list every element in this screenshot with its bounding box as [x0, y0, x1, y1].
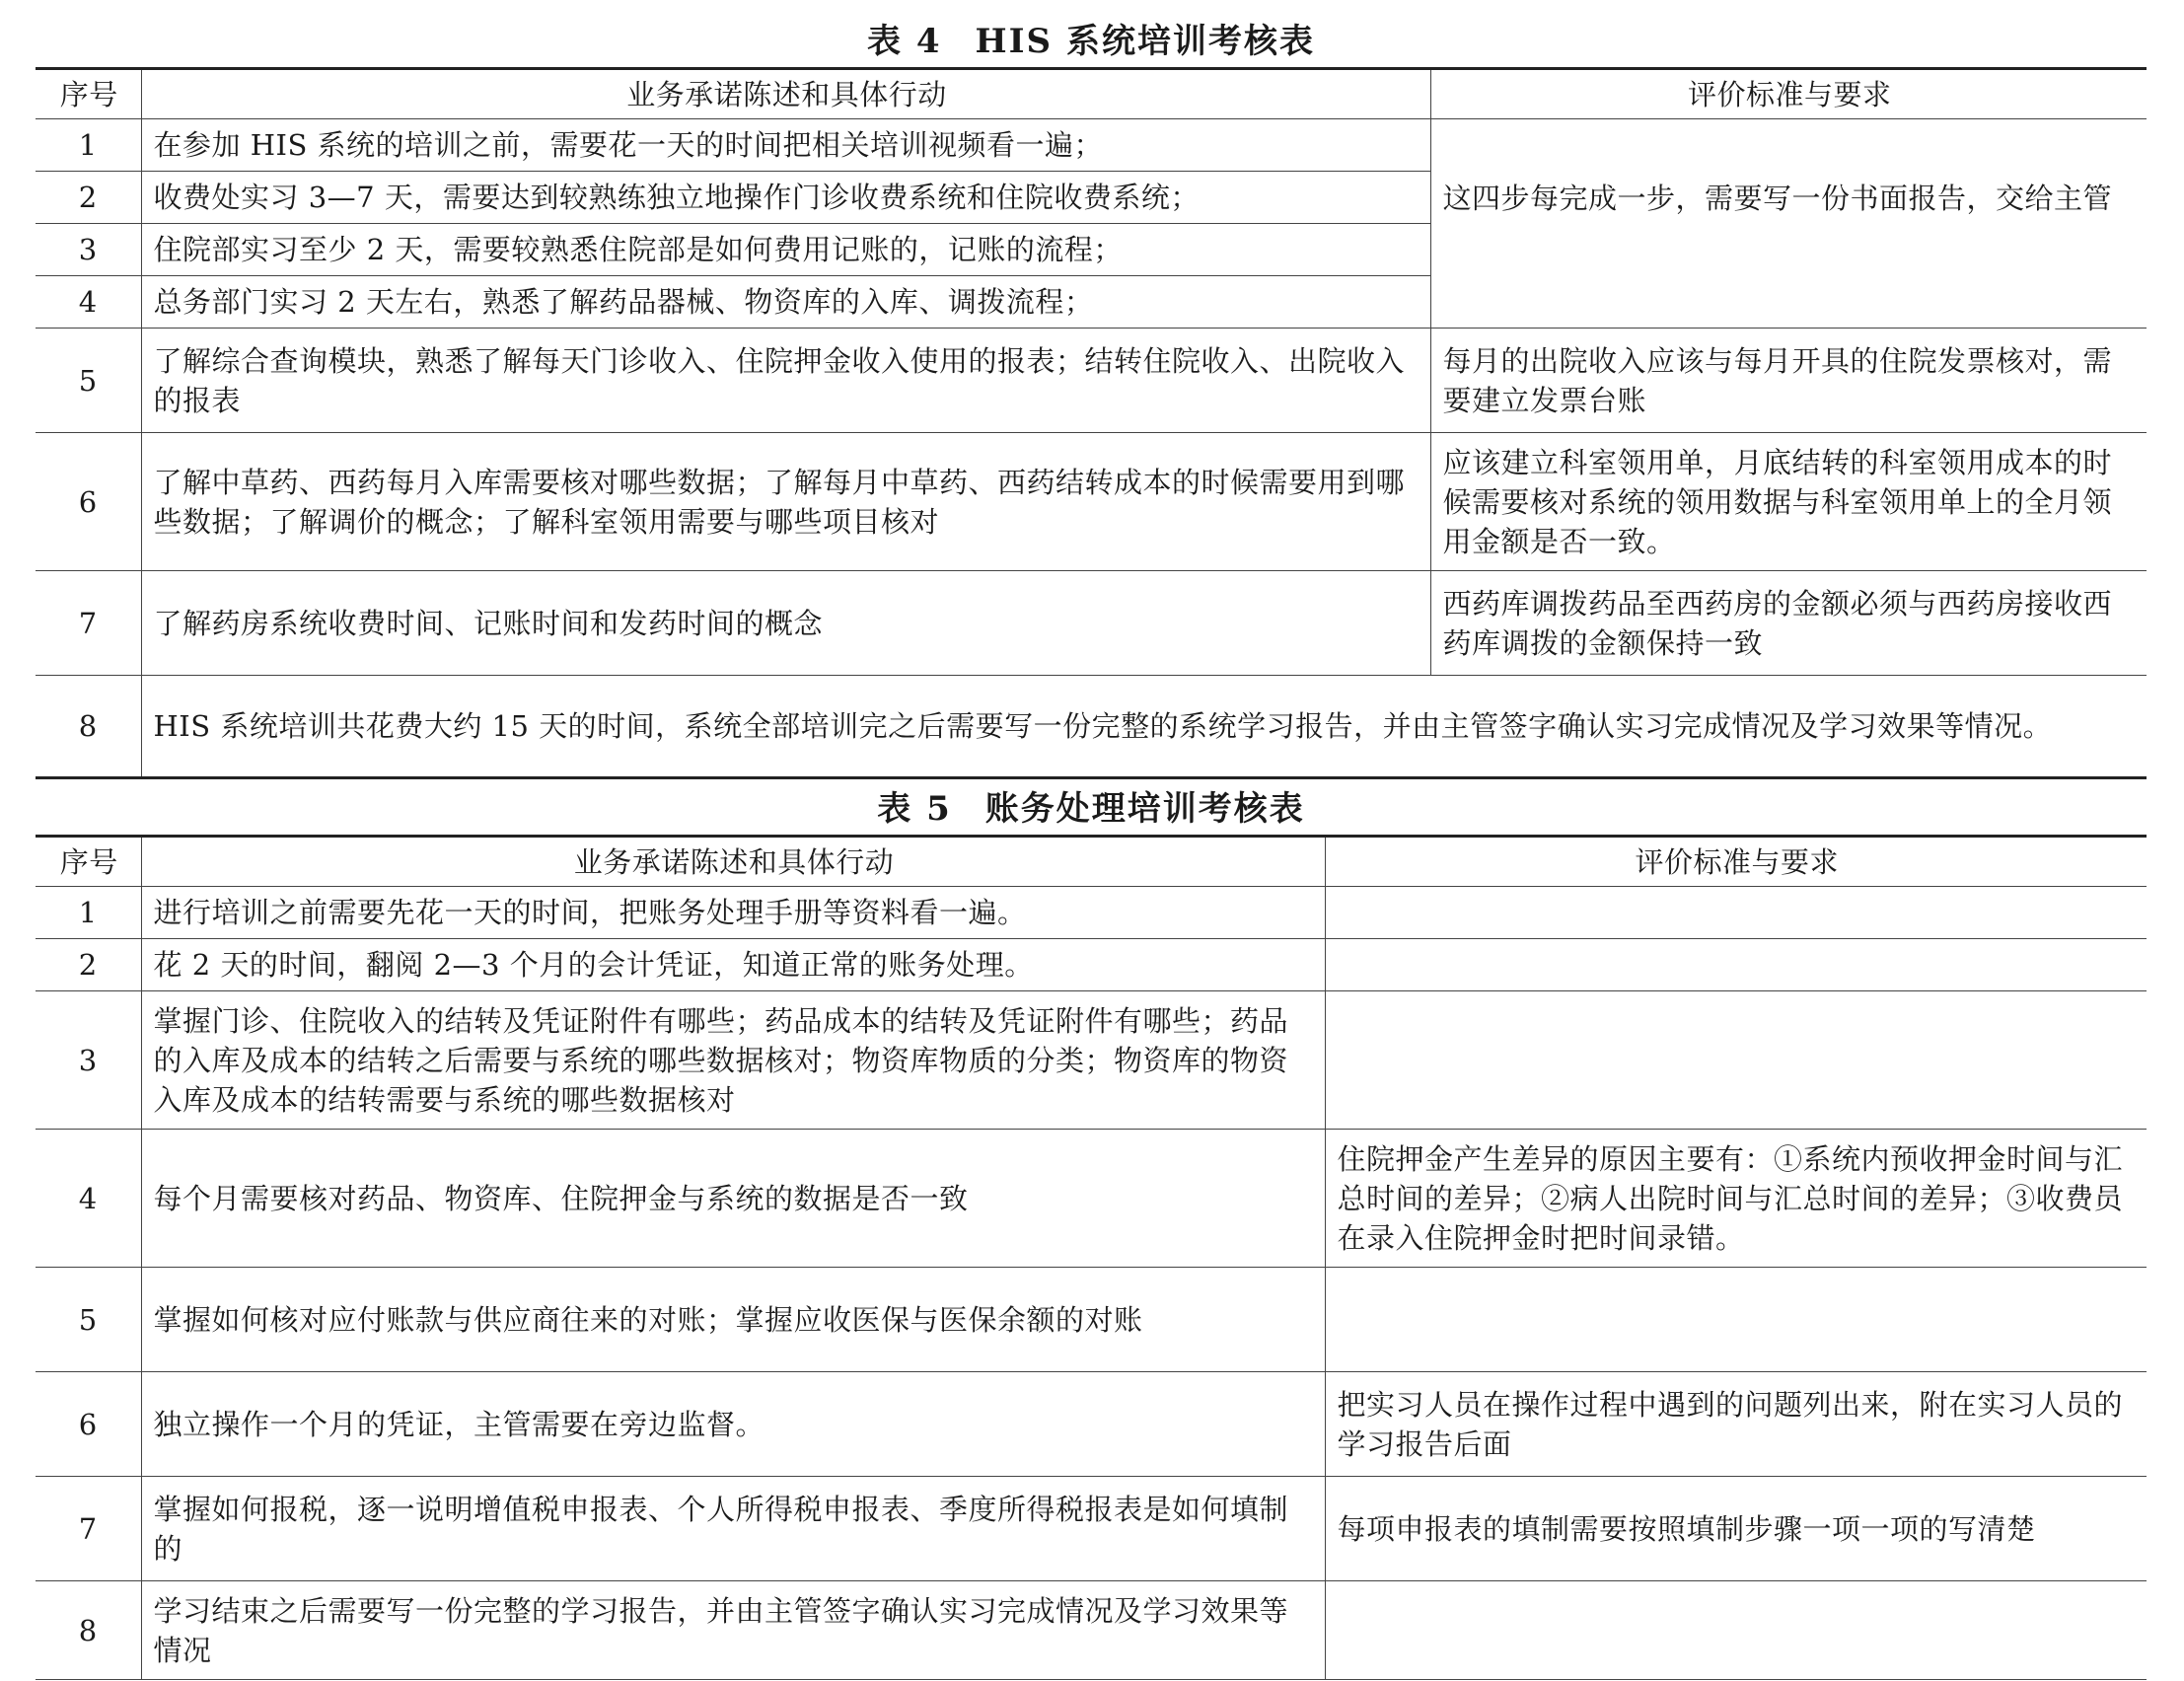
row-action: 住院部实习至少 2 天，需要较熟悉住院部是如何费用记账的，记账的流程；	[141, 224, 1430, 276]
row-number: 5	[36, 1268, 141, 1372]
row-criteria-merged: 这四步每完成一步，需要写一份书面报告，交给主管	[1430, 119, 2147, 329]
row-action: 掌握如何报税，逐一说明增值税申报表、个人所得税申报表、季度所得税报表是如何填制的	[141, 1477, 1325, 1581]
row-action: 总务部门实习 2 天左右，熟悉了解药品器械、物资库的入库、调拨流程；	[141, 276, 1430, 329]
row-action: 进行培训之前需要先花一天的时间，把账务处理手册等资料看一遍。	[141, 887, 1325, 939]
row-number: 4	[36, 276, 141, 329]
row-criteria	[1325, 991, 2147, 1130]
table-row	[36, 676, 2147, 778]
row-number: 1	[36, 887, 141, 939]
row-action: 独立操作一个月的凭证，主管需要在旁边监督。	[141, 1372, 1325, 1477]
document-page	[36, 0, 2147, 1680]
row-action: 了解综合查询模块，熟悉了解每天门诊收入、住院押金收入使用的报表；结转住院收入、出院收入的报表	[141, 329, 1430, 433]
table-row	[36, 887, 2147, 939]
row-number: 3	[36, 224, 141, 276]
row-action: 了解药房系统收费时间、记账时间和发药时间的概念	[141, 571, 1430, 676]
row-number: 8	[36, 676, 141, 778]
table5-caption	[36, 779, 2147, 835]
table-row	[36, 119, 2147, 172]
row-number: 7	[36, 1477, 141, 1581]
row-number: 6	[36, 1372, 141, 1477]
row-criteria: 把实习人员在操作过程中遇到的问题列出来，附在实习人员的学习报告后面	[1325, 1372, 2147, 1477]
table5-header-row	[36, 837, 2147, 887]
row-number: 5	[36, 329, 141, 433]
table-row	[36, 1477, 2147, 1581]
table-row	[36, 1130, 2147, 1268]
row-action: 在参加 HIS 系统的培训之前，需要花一天的时间把相关培训视频看一遍；	[141, 119, 1430, 172]
row-number: 6	[36, 433, 141, 571]
table5-caption-title: 账务处理培训考核表	[984, 789, 1305, 829]
row-criteria: 每项申报表的填制需要按照填制步骤一项一项的写清楚	[1325, 1477, 2147, 1581]
row-criteria: 西药库调拨药品至西药房的金额必须与西药房接收西药库调拨的金额保持一致	[1430, 571, 2147, 676]
table-row	[36, 1581, 2147, 1680]
table4-caption	[36, 0, 2147, 67]
row-action: 每个月需要核对药品、物资库、住院押金与系统的数据是否一致	[141, 1130, 1325, 1268]
table4-header-no: 序号	[36, 69, 141, 119]
row-number: 8	[36, 1581, 141, 1680]
row-criteria	[1325, 939, 2147, 991]
table4-header-row	[36, 69, 2147, 119]
row-criteria: 每月的出院收入应该与每月开具的住院发票核对，需要建立发票台账	[1430, 329, 2147, 433]
table5-header-action: 业务承诺陈述和具体行动	[141, 837, 1325, 887]
row-number: 7	[36, 571, 141, 676]
table4	[36, 67, 2147, 779]
table-row	[36, 433, 2147, 571]
table-row	[36, 939, 2147, 991]
table4-caption-title: HIS 系统培训考核表	[975, 22, 1315, 61]
row-action: 了解中草药、西药每月入库需要核对哪些数据；了解每月中草药、西药结转成本的时候需要用到哪些数据；了解调价的概念；了解科室领用需要与哪些项目核对	[141, 433, 1430, 571]
table-row	[36, 991, 2147, 1130]
row-action: 掌握门诊、住院收入的结转及凭证附件有哪些；药品成本的结转及凭证附件有哪些；药品的入库及成本的结转之后需要与系统的哪些数据核对；物资库物质的分类；物资库的物资入库及成本的结转需要与系统的哪些数据核对	[141, 991, 1325, 1130]
row-criteria: 住院押金产生差异的原因主要有：①系统内预收押金时间与汇总时间的差异；②病人出院时间与汇总时间的差异；③收费员在录入住院押金时把时间录错。	[1325, 1130, 2147, 1268]
row-action: 花 2 天的时间，翻阅 2—3 个月的会计凭证，知道正常的账务处理。	[141, 939, 1325, 991]
row-number: 3	[36, 991, 141, 1130]
row-criteria	[1325, 1268, 2147, 1372]
row-criteria: 应该建立科室领用单，月底结转的科室领用成本的时候需要核对系统的领用数据与科室领用单上的全月领用金额是否一致。	[1430, 433, 2147, 571]
row-action: 学习结束之后需要写一份完整的学习报告，并由主管签字确认实习完成情况及学习效果等情况	[141, 1581, 1325, 1680]
table5	[36, 835, 2147, 1680]
row-action: 收费处实习 3—7 天，需要达到较熟练独立地操作门诊收费系统和住院收费系统；	[141, 172, 1430, 224]
row-criteria	[1325, 1581, 2147, 1680]
table5-header-no: 序号	[36, 837, 141, 887]
table4-header-action: 业务承诺陈述和具体行动	[141, 69, 1430, 119]
row-number: 2	[36, 939, 141, 991]
table5-header-criteria: 评价标准与要求	[1325, 837, 2147, 887]
table4-header-criteria: 评价标准与要求	[1430, 69, 2147, 119]
table-row	[36, 329, 2147, 433]
row-action: 掌握如何核对应付账款与供应商往来的对账；掌握应收医保与医保余额的对账	[141, 1268, 1325, 1372]
table-row	[36, 1268, 2147, 1372]
row-criteria	[1325, 887, 2147, 939]
table5-caption-number: 表 5	[877, 789, 952, 829]
table4-caption-number: 表 4	[867, 22, 942, 61]
table-row	[36, 571, 2147, 676]
row-number: 2	[36, 172, 141, 224]
row-number: 1	[36, 119, 141, 172]
table-row	[36, 1372, 2147, 1477]
row-action-wide: HIS 系统培训共花费大约 15 天的时间，系统全部培训完之后需要写一份完整的系统学习报告，并由主管签字确认实习完成情况及学习效果等情况。	[141, 676, 2147, 778]
row-number: 4	[36, 1130, 141, 1268]
